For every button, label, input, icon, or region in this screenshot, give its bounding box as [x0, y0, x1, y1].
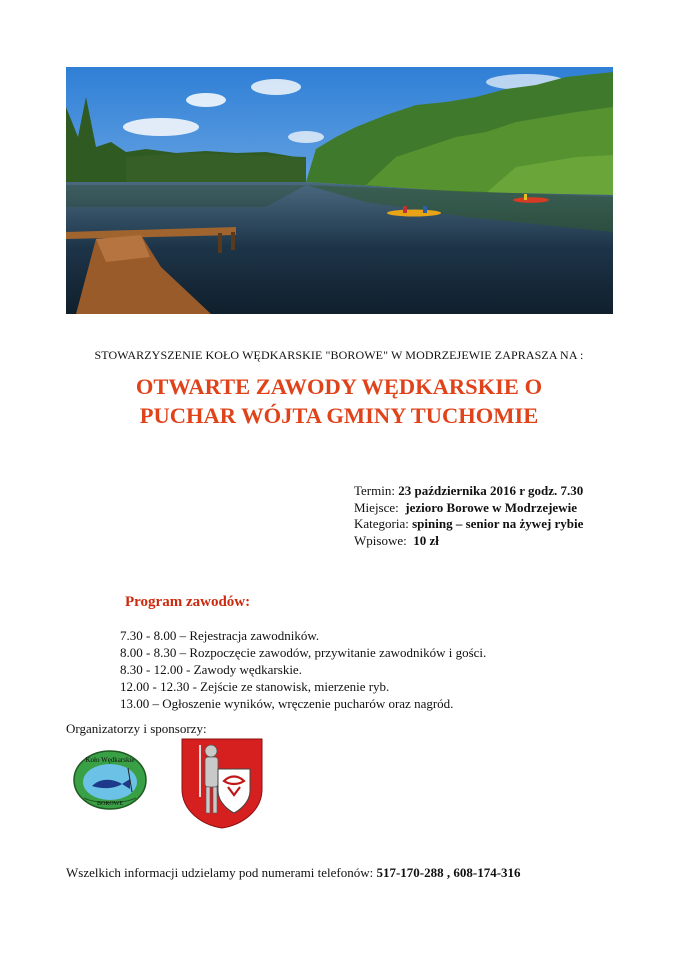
- event-title: [0, 372, 678, 430]
- miejsce-label: Miejsce:: [354, 499, 399, 515]
- program-item: 8.30 - 12.00 - Zawody wędkarskie.: [120, 662, 302, 677]
- club-logo: [70, 748, 150, 812]
- event-title-line2: PUCHAR WÓJTA GMINY TUCHOMIE: [139, 403, 539, 428]
- miejsce-value: jezioro Borowe w Modrzejewie: [405, 499, 577, 515]
- detail-miejsce: [354, 500, 583, 517]
- intro-text: STOWARZYSZENIE KOŁO WĘDKARSKIE "BOROWE" W MODRZEJEWIE ZAPRASZA NA :: [94, 348, 584, 362]
- program-heading: Program zawodów:: [125, 594, 251, 610]
- wpisowe-label: Wpisowe:: [354, 532, 407, 548]
- detail-kategoria: [354, 516, 583, 533]
- program-list: [120, 627, 486, 712]
- club-logo-bottom-text: BOROWE: [97, 801, 123, 807]
- program-item: 12.00 - 12.30 - Zejście ze stanowisk, mierzenie ryb.: [120, 679, 390, 694]
- program-item: 13.00 – Ogłoszenie wyników, wręczenie pucharów oraz nagród.: [120, 696, 454, 711]
- wpisowe-value: 10 zł: [413, 532, 439, 548]
- program-item: 7.30 - 8.00 – Rejestracja zawodników.: [120, 628, 320, 643]
- detail-wpisowe: [354, 533, 583, 550]
- kategoria-label: Kategoria:: [354, 516, 409, 531]
- lake-photo: [66, 67, 613, 314]
- event-details: [354, 483, 583, 549]
- termin-value: 23 października 2016 r godz. 7.30: [398, 483, 584, 498]
- termin-label: Termin:: [354, 483, 395, 498]
- kategoria-value: spining – senior na żywej rybie: [412, 516, 584, 531]
- program-item: 8.00 - 8.30 – Rozpoczęcie zawodów, przywitanie zawodników i gości.: [120, 645, 487, 660]
- contact-phones: 517-170-288 , 608-174-316: [376, 865, 521, 880]
- club-logo-top-text: Koło Wędkarskie: [85, 756, 135, 764]
- event-title-line1: OTWARTE ZAWODY WĘDKARSKIE O: [135, 374, 543, 399]
- contact-text: Wszelkich informacji udzielamy pod numerami telefonów:: [66, 865, 374, 880]
- sponsors-label: Organizatorzy i sponsorzy:: [66, 721, 207, 736]
- contact-info: [66, 865, 521, 881]
- detail-termin: [354, 483, 583, 500]
- coat-of-arms-logo: [178, 737, 266, 829]
